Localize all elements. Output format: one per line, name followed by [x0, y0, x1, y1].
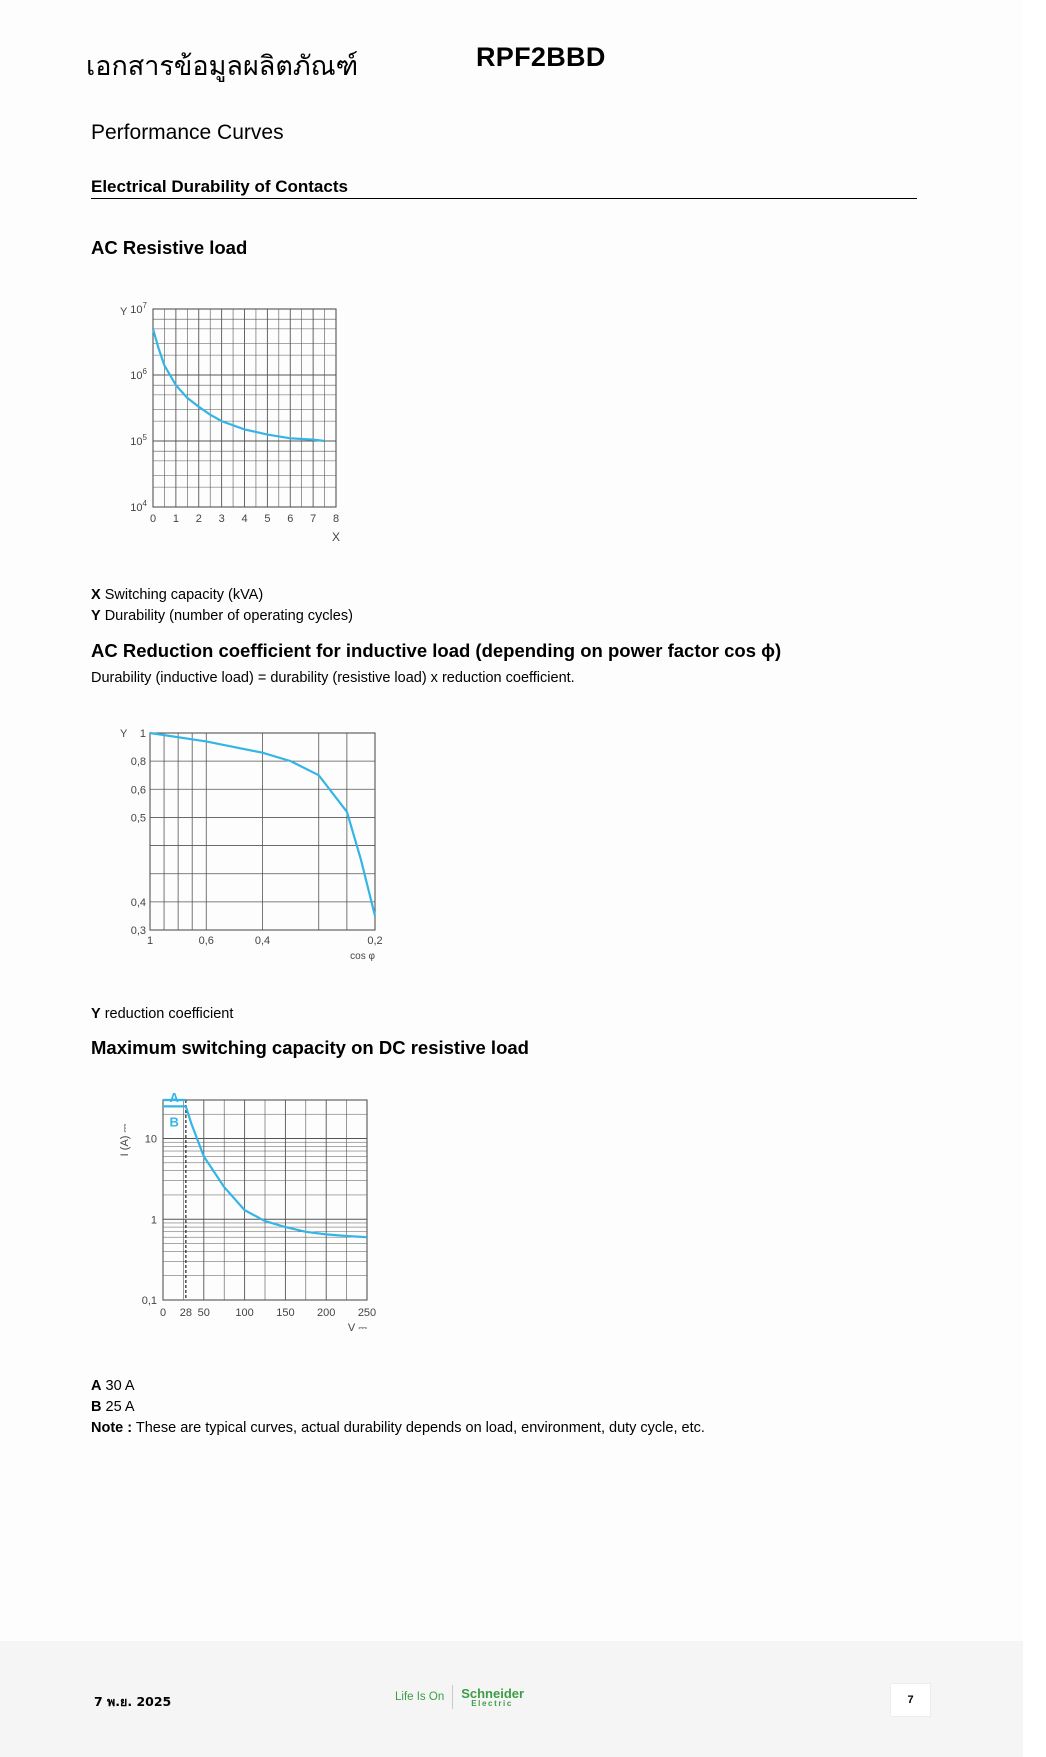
x-tick-label: 1	[172, 513, 179, 525]
y-tick-label: 0,1	[141, 1295, 157, 1307]
y-tick-label: 0,8	[130, 756, 146, 769]
y-tick-label: 0,5	[130, 812, 146, 825]
y-tick-label: 0,3	[130, 925, 146, 937]
x-tick-label: 0,2	[367, 935, 383, 947]
y-tick-label: $10^6$	[130, 367, 147, 382]
schneider-logo	[395, 1685, 524, 1709]
x-tick-label: 3	[218, 513, 225, 525]
chart1-legend-y: Y Durability (number of operating cycles)	[91, 608, 353, 624]
y-tick-label: 10	[144, 1133, 157, 1146]
brand-wordmark	[461, 1687, 524, 1708]
ac-reduction-coefficient-chart	[118, 718, 388, 970]
x-tick-label: 250	[357, 1307, 377, 1319]
y-tick-label: 0,6	[130, 784, 146, 797]
chart3-legend-b: B 25 A	[91, 1399, 135, 1415]
brand-name: Schneider	[461, 1685, 525, 1701]
y-axis-label: I (A) ⎓	[119, 1123, 131, 1157]
document-title: เอกสารข้อมูลผลิตภัณฑ์	[86, 51, 359, 82]
y-tick-label: $10^7$	[130, 301, 147, 316]
x-tick-label: 8	[332, 513, 340, 525]
x-tick-label: 0,4	[254, 935, 271, 947]
y-tick-label: 1	[139, 728, 146, 740]
y-axis-label: Y	[120, 728, 128, 740]
product-reference: RPF2BBD	[476, 42, 606, 72]
tagline: Life Is On	[395, 1691, 445, 1703]
y-tick-label: $10^4$	[130, 499, 147, 514]
x-tick-label: 0,6	[198, 935, 214, 947]
chart3-heading: Maximum switching capacity on DC resistive load	[91, 1037, 529, 1058]
x-tick-label: 6	[287, 513, 294, 525]
y-tick-label: 0,4	[130, 896, 146, 909]
x-tick-label: 7	[310, 513, 317, 525]
x-tick-label: 28	[179, 1307, 192, 1319]
x-tick-label: 4	[241, 513, 248, 525]
y-tick-label: $10^5$	[130, 433, 147, 448]
chart3-legend-a: A 30 A	[91, 1378, 135, 1394]
x-axis-label: X	[332, 530, 341, 544]
dc-switching-capacity-chart	[118, 1093, 388, 1341]
x-tick-label: 50	[197, 1307, 210, 1319]
y-axis-label: Y	[120, 306, 128, 318]
brand-sub: Electric	[471, 1698, 513, 1708]
x-tick-label: 0	[149, 513, 157, 525]
y-tick-label: 1	[150, 1214, 157, 1227]
chart3-note: Note : These are typical curves, actual durability depends on load, environment, duty cycle, etc.	[91, 1420, 705, 1436]
x-tick-label: 2	[195, 513, 202, 525]
chart2-heading: AC Reduction coefficient for inductive load (depending on power factor cos ϕ)	[91, 640, 782, 661]
page-number: 7	[890, 1683, 931, 1717]
x-axis-label: V ⎓	[347, 1322, 367, 1334]
section-title: Performance Curves	[91, 121, 284, 144]
chart2-description: Durability (inductive load) = durability (resistive load) x reduction coefficient.	[91, 670, 575, 686]
logo-divider	[452, 1685, 453, 1709]
chart1-heading: AC Resistive load	[91, 237, 248, 258]
x-tick-label: 0	[159, 1307, 167, 1319]
series-label-b: B	[169, 1114, 179, 1130]
x-tick-label: 5	[264, 513, 271, 525]
x-tick-label: 100	[235, 1307, 254, 1319]
ac-resistive-load-chart	[118, 297, 388, 552]
series-label-a: A	[169, 1093, 179, 1105]
footer-date: 7 พ.ย. 2025	[94, 1694, 172, 1709]
chart2-legend-y: Y reduction coefficient	[91, 1006, 234, 1022]
x-tick-label: 150	[276, 1307, 295, 1319]
subsection-title: Electrical Durability of Contacts	[91, 177, 917, 199]
x-tick-label: 200	[317, 1307, 336, 1319]
chart1-legend-x: X Switching capacity (kVA)	[91, 587, 264, 603]
series-limit	[186, 1106, 367, 1237]
x-tick-label: 1	[146, 935, 154, 947]
x-axis-label: cos φ	[350, 951, 375, 962]
